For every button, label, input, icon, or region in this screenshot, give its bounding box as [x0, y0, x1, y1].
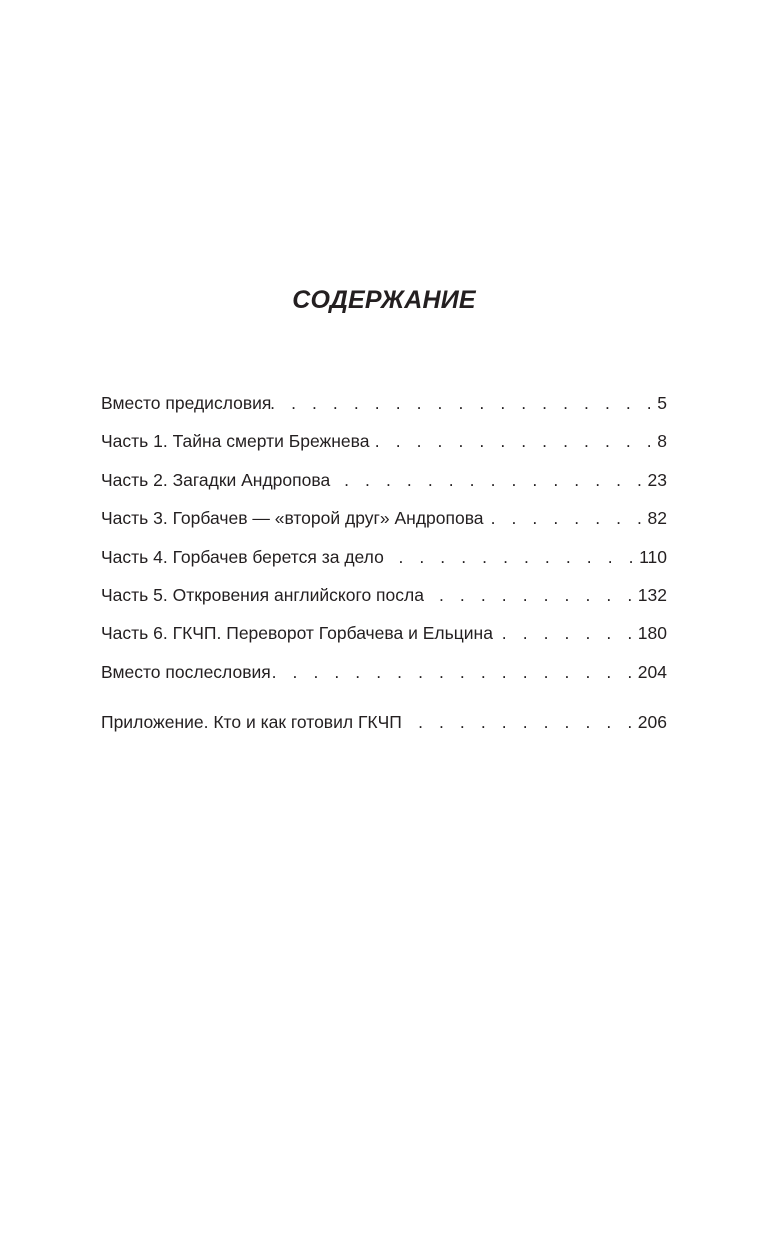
- toc-dot-leader: [384, 542, 639, 572]
- toc-entry-page: 5: [657, 393, 667, 413]
- page-title: СОДЕРЖАНИЕ: [292, 286, 476, 314]
- toc-entry-page: 8: [657, 431, 667, 452]
- toc-entry: [101, 580, 667, 618]
- toc-dot-leader: [424, 580, 638, 610]
- toc-entry: [101, 707, 667, 745]
- toc-dot-leader: [402, 707, 638, 737]
- toc-entry: [101, 503, 667, 541]
- toc-dot-leader: [271, 388, 657, 418]
- toc-entry-page: 132: [637, 584, 667, 605]
- toc-entry-title: Вместо предисловия: [101, 393, 272, 413]
- toc-dot-leader: [271, 657, 638, 687]
- toc-entry-title: Часть 4. Горбачев берется за дело: [101, 546, 384, 567]
- toc-dot-leader: [493, 618, 638, 648]
- toc-entry-page: 180: [637, 623, 667, 644]
- toc-entry: [101, 426, 667, 464]
- toc-dot-leader: [484, 503, 648, 533]
- toc-entry-title: Часть 1. Тайна смерти Брежнева: [101, 431, 370, 452]
- toc-entry-title: Часть 3. Горбачев — «второй друг» Андропова: [101, 508, 484, 529]
- toc-entry-page: 206: [637, 712, 667, 733]
- toc-entry-page: 204: [637, 661, 667, 682]
- toc-entry-title: Приложение. Кто и как готовил ГКЧП: [101, 712, 402, 733]
- toc-entry: [101, 618, 667, 656]
- toc-entry: [101, 465, 667, 503]
- toc-entry: [101, 388, 667, 426]
- toc-dot-leader: [369, 426, 657, 456]
- toc-entry-title: Часть 6. ГКЧП. Переворот Горбачева и Ельцина: [101, 623, 493, 644]
- toc-entry-title: Часть 2. Загадки Андропова: [101, 469, 331, 490]
- toc-entry: [101, 542, 667, 580]
- toc-entry-title: Часть 5. Откровения английского посла: [101, 584, 424, 605]
- toc-entry-page: 82: [647, 508, 667, 529]
- table-of-contents: [101, 388, 667, 746]
- toc-entry-page: 110: [639, 546, 667, 567]
- toc-dot-leader: [330, 465, 647, 495]
- toc-entry: [101, 657, 667, 695]
- toc-entry-title: Вместо послесловия: [101, 661, 271, 682]
- toc-entry-page: 23: [647, 469, 667, 490]
